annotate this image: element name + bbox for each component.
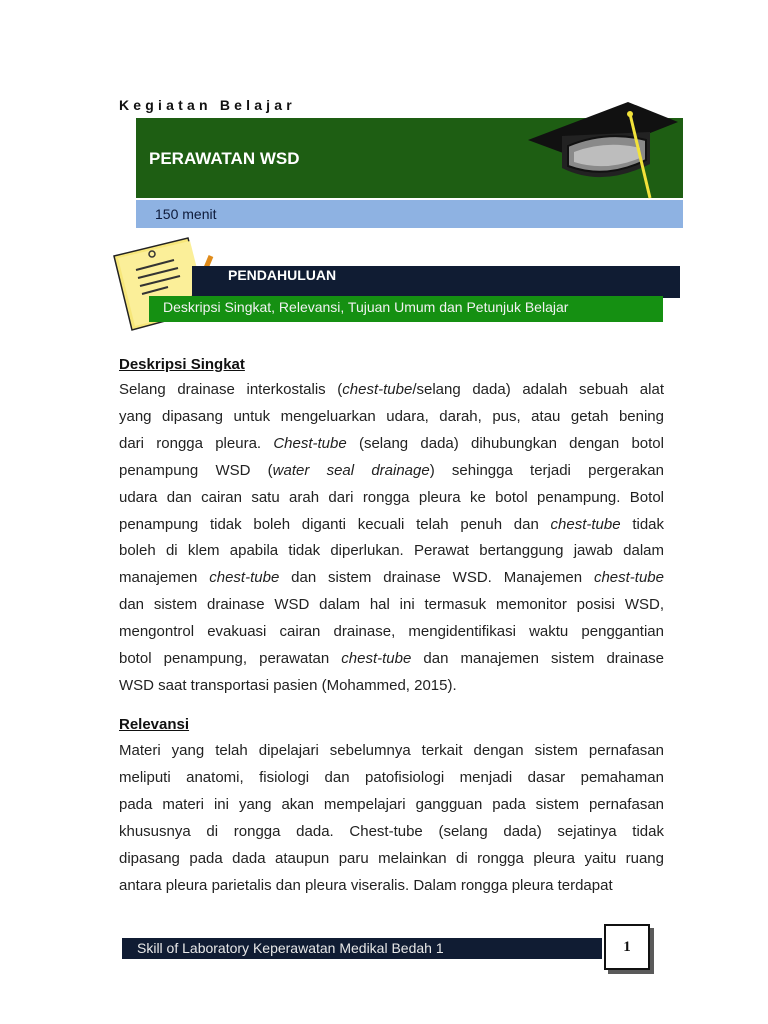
text-run: penampung WSD (: [119, 461, 273, 479]
duration-text: 150 menit: [155, 206, 217, 222]
text-run: Selang drainase interkostalis (: [119, 381, 343, 398]
italic-term: chest-tube: [550, 515, 621, 533]
section-title: PENDAHULUAN: [228, 267, 337, 283]
graduation-cap-icon: [522, 96, 682, 200]
deskripsi-heading: Deskripsi Singkat: [119, 356, 245, 373]
deskripsi-paragraph: [119, 377, 664, 700]
text-run: meliputi anatomi, fisiologi dan patofisiologi menjadi dasar pemahaman: [119, 768, 664, 786]
text-run: mengontrol evakuasi cairan drainase, mengidentifikasi waktu penggantian: [119, 623, 664, 641]
text-run: penampung tidak boleh diganti kecuali telah penuh dan: [119, 515, 551, 533]
text-run: dan sistem drainase WSD dalam hal ini termasuk memonitor posisi WSD,: [119, 596, 664, 614]
italic-term: Chest-tube: [273, 434, 347, 452]
paragraph-line: [119, 431, 664, 458]
text-run: boleh di klem apabila tidak diperlukan. Perawat bertanggung jawab dalam: [119, 542, 664, 560]
paragraph-line: [119, 873, 664, 900]
text-run: tidak: [620, 515, 664, 533]
page-number: 1: [623, 938, 631, 955]
italic-term: chest-tube: [593, 569, 664, 587]
paragraph-line: [119, 819, 664, 846]
paragraph-line: [119, 404, 664, 431]
paragraph-line: [119, 646, 664, 673]
kegiatan-belajar-label: Kegiatan Belajar: [119, 97, 296, 113]
paragraph-line: [119, 738, 664, 765]
italic-term: chest-tube: [342, 381, 413, 398]
text-run: ) sehingga terjadi pergerakan: [429, 461, 664, 479]
paragraph-line: [119, 377, 664, 404]
italic-term: chest-tube: [341, 650, 412, 668]
text-run: WSD saat transportasi pasien (Mohammed, 2015).: [119, 676, 457, 694]
text-run: dan sistem drainase WSD. Manajemen: [279, 569, 594, 587]
footer-text: Skill of Laboratory Keperawatan Medikal Bedah 1: [137, 940, 444, 956]
text-run: dari rongga pleura.: [119, 434, 274, 452]
duration-banner: [136, 200, 683, 228]
italic-term: water seal drainage: [272, 461, 430, 479]
paragraph-line: [119, 673, 664, 700]
paragraph-line: [119, 846, 664, 873]
paragraph-line: [119, 485, 664, 512]
page-number-box: [604, 924, 650, 970]
page-title: PERAWATAN WSD: [149, 149, 300, 168]
text-run: dipasang pada dada ataupun paru melainkan di rongga pleura yaitu ruang: [119, 849, 664, 867]
paragraph-line: [119, 792, 664, 819]
text-run: manajemen: [119, 569, 210, 587]
text-run: botol penampung, perawatan: [119, 650, 342, 668]
text-run: antara pleura parietalis dan pleura viseralis. Dalam rongga pleura terdapat: [119, 876, 613, 894]
italic-term: chest-tube: [209, 569, 280, 587]
text-run: dan manajemen sistem drainase: [411, 650, 665, 668]
text-run: khususnya di rongga dada. Chest-tube (selang dada) sejatinya tidak: [119, 822, 664, 840]
section-subtitle: Deskripsi Singkat, Relevansi, Tujuan Umum dan Petunjuk Belajar: [163, 299, 569, 315]
paragraph-line: [119, 458, 664, 485]
paragraph-line: [119, 592, 664, 619]
paragraph-line: [119, 765, 664, 792]
text-run: (selang dada) dihubungkan dengan botol: [346, 434, 664, 452]
paragraph-line: [119, 565, 664, 592]
paragraph-line: [119, 619, 664, 646]
paragraph-line: [119, 512, 664, 539]
text-run: yang dipasang untuk mengeluarkan udara, darah, pus, atau getah bening: [119, 407, 664, 425]
text-run: udara dan cairan satu arah dari rongga pleura ke botol penampung. Botol: [119, 488, 664, 506]
paragraph-line: [119, 538, 664, 565]
text-run: Materi yang telah dipelajari sebelumnya terkait dengan sistem pernafasan: [119, 742, 664, 759]
text-run: pada materi ini yang akan mempelajari gangguan pada sistem pernafasan: [119, 795, 664, 813]
text-run: /selang dada) adalah sebuah alat: [412, 381, 664, 398]
relevansi-paragraph: [119, 738, 664, 899]
relevansi-heading: Relevansi: [119, 716, 190, 733]
